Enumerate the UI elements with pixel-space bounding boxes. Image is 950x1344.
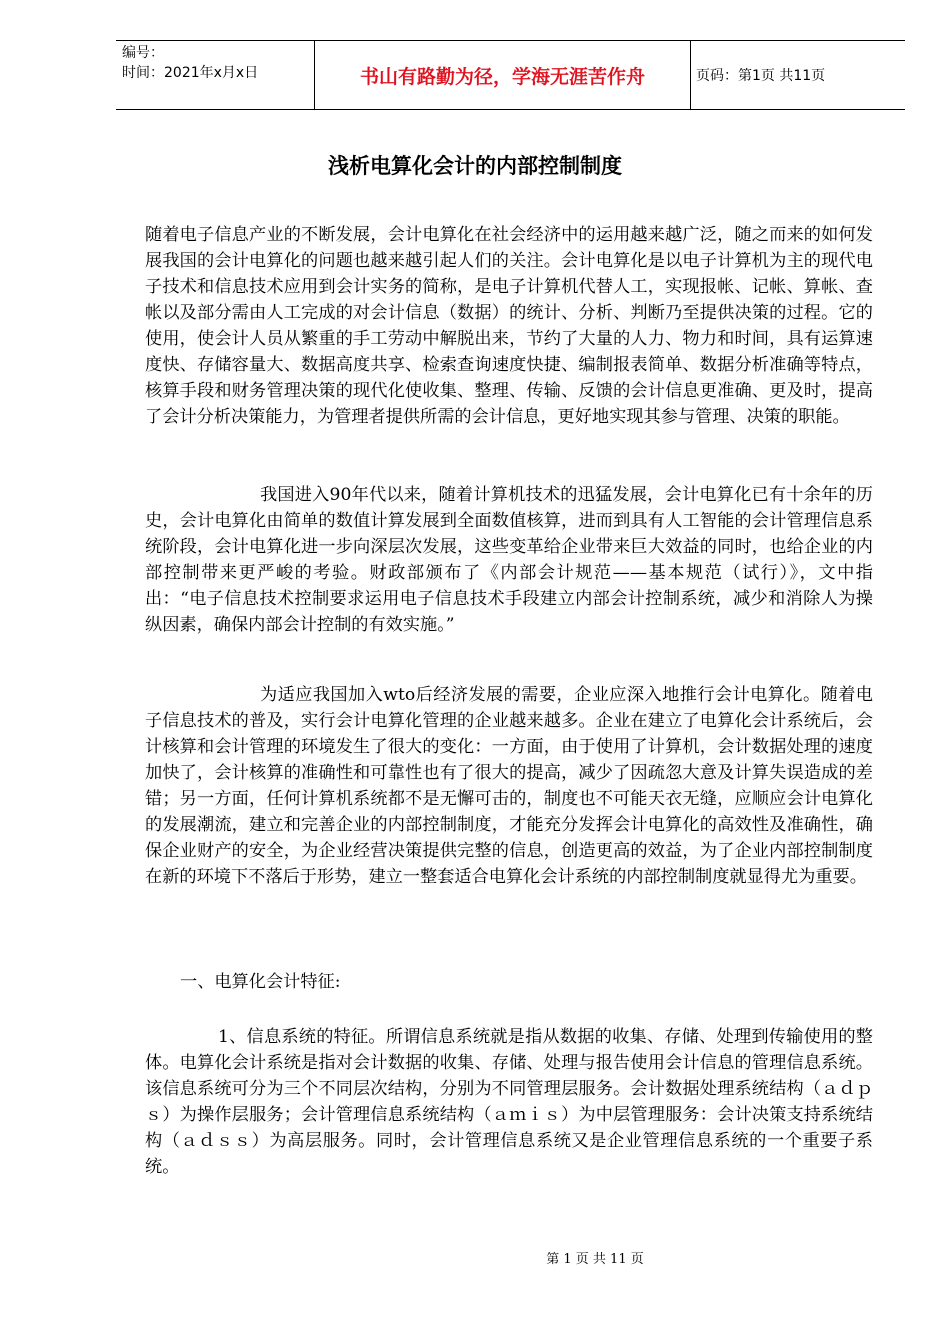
- document-date: 时间：2021年x月x日: [122, 65, 259, 81]
- body-paragraph: 我国进入90年代以来，随着计算机技术的迅猛发展，会计电算化已有十余年的历史，会计电算化由简单的数值计算发展到全面数值核算，进而到具有人工智能的会计管理信息系统阶段，会计电算化进一步向深层次发展，这些变革给企业带来巨大效益的同时，也给企业的内部控制带来更严峻的考验。财政部颁布了《内部会计规范——基本规范（试行）》，文中指出：“电子信息技术控制要求运用电子信息技术手段建立内部会计控制系统，减少和消除人为操纵因素，确保内部会计控制的有效实施。”: [145, 485, 873, 635]
- body-paragraph: 为适应我国加入wto后经济发展的需要，企业应深入地推行会计电算化。随着电子信息技术的普及，实行会计电算化管理的企业越来越多。企业在建立了电算化会计系统后，会计核算和会计管理的环境发生了很大的变化：一方面，由于使用了计算机，会计数据处理的速度加快了，会计核算的准确性和可靠性也有了很大的提高，减少了因疏忽大意及计算失误造成的差错；另一方面，任何计算机系统都不是无懈可击的，制度也不可能天衣无缝，应顺应会计电算化的发展潮流，建立和完善企业的内部控制制度，才能充分发挥会计电算化的高效性及准确性，确保企业财产的安全，为企业经营决策提供完整的信息，创造更高的效益，为了企业内部控制制度在新的环境下不落后于形势，建立一整套适合电算化会计系统的内部控制制度就显得尤为重要。: [145, 685, 873, 887]
- page-header: [116, 40, 905, 110]
- document-title: 浅析电算化会计的内部控制制度: [328, 154, 622, 178]
- header-motto: 书山有路勤为径，学海无涯苦作舟: [314, 41, 691, 109]
- document-number: 编号：: [122, 45, 164, 61]
- page-footer: 第 1 页 共 11 页: [546, 1252, 644, 1267]
- header-meta: [122, 43, 312, 83]
- body-paragraph: 1、信息系统的特征。所谓信息系统就是指从数据的收集、存储、处理到传输使用的整体。电算化会计系统是指对会计数据的收集、存储、处理与报告使用会计信息的管理信息系统。该信息系统可分为三个不同层次结构，分别为不同管理层服务。会计数据处理系统结构（ａｄｐｓ）为操作层服务；会计管理信息系统结构（ａｍｉｓ）为中层管理服务：会计决策支持系统结构（ａｄｓｓ）为高层服务。同时，会计管理信息系统又是企业管理信息系统的一个重要子系统。: [145, 1027, 873, 1177]
- body-paragraph: 随着电子信息产业的不断发展，会计电算化在社会经济中的运用越来越广泛，随之而来的如何发展我国的会计电算化的问题也越来越引起人们的关注。会计电算化是以电子计算机为主的现代电子技术和信息技术应用到会计实务的简称，是电子计算机代替人工，实现报帐、记帐、算帐、查帐以及部分需由人工完成的对会计信息（数据）的统计、分析、判断乃至提供决策的过程。它的使用，使会计人员从繁重的手工劳动中解脱出来，节约了大量的人力、物力和时间，具有运算速度快、存储容量大、数据高度共享、检索查询速度快捷、编制报表简单、数据分析准确等特点，核算手段和财务管理决策的现代化使收集、整理、传输、反馈的会计信息更准确、更及时，提高了会计分析决策能力，为管理者提供所需的会计信息，更好地实现其参与管理、决策的职能。: [145, 225, 873, 427]
- header-page-info: 页码：第1页 共11页: [696, 68, 826, 84]
- section-heading: 一、电算化会计特征:: [180, 972, 341, 992]
